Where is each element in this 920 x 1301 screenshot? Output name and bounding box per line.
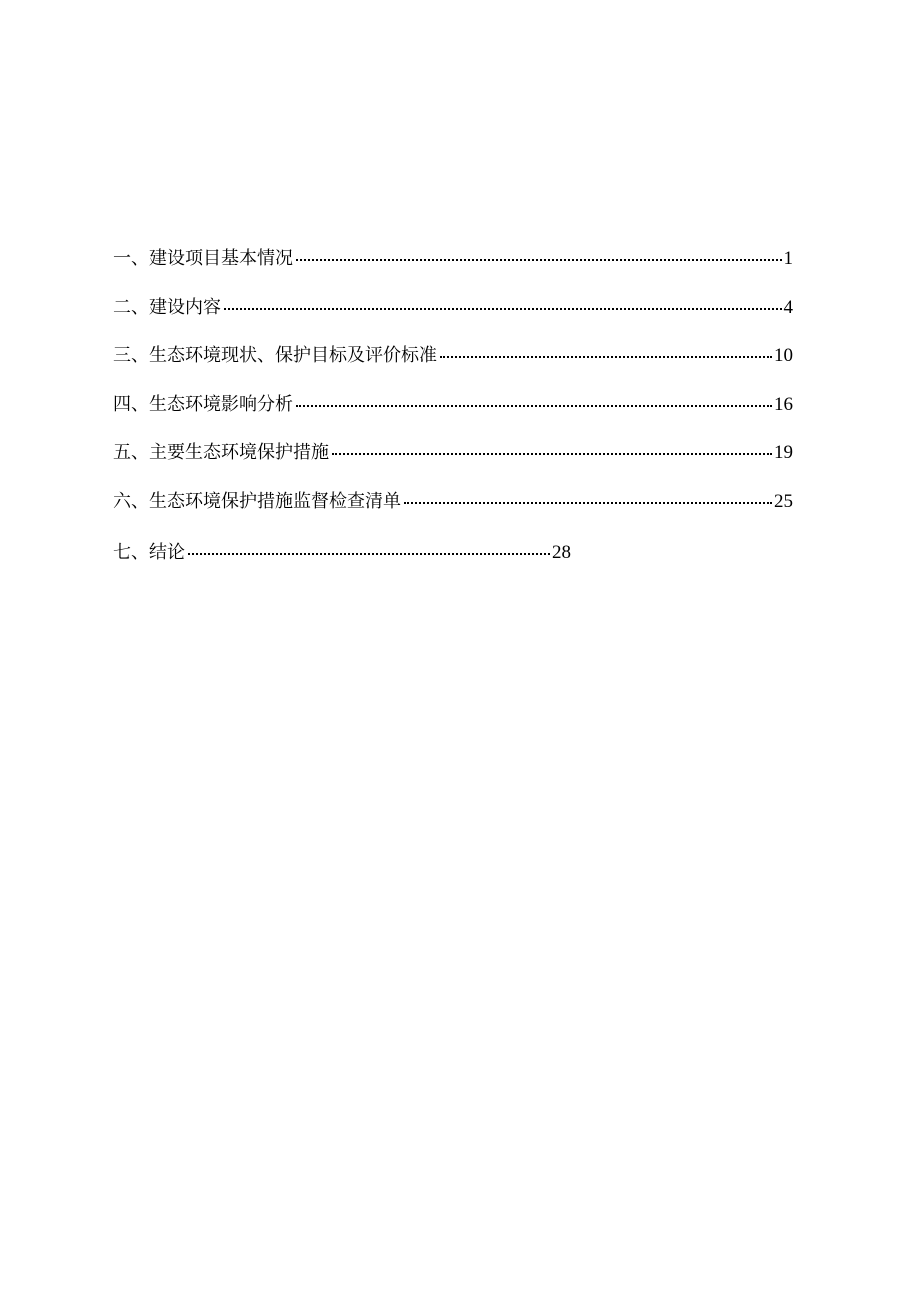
toc-entry-number: 二、 (113, 296, 149, 318)
toc-entry-5[interactable] (113, 440, 793, 489)
toc-entry-title: 建设项目基本情况 (149, 248, 293, 269)
toc-entry-4[interactable] (113, 392, 793, 441)
toc-entry-title: 建设内容 (149, 296, 221, 318)
toc-entry-page: 4 (783, 296, 793, 318)
toc-entry-number: 四、 (113, 393, 149, 415)
toc-entry-number: 一、 (113, 248, 149, 269)
toc-entry-number: 六、 (113, 490, 149, 512)
toc-dot-leader (404, 502, 772, 504)
toc-entry-page: 1 (783, 248, 793, 269)
toc-dot-leader (296, 259, 782, 261)
toc-entry-title: 生态环境保护措施监督检查清单 (149, 490, 401, 512)
toc-entry-1[interactable] (113, 246, 793, 295)
toc-entry-page: 25 (774, 490, 793, 512)
toc-entry-page: 16 (774, 393, 793, 415)
toc-dot-leader (440, 356, 772, 358)
toc-entry-6[interactable] (113, 489, 793, 538)
toc-entry-title: 结论 (149, 542, 185, 563)
toc-entry-2[interactable] (113, 295, 793, 344)
table-of-contents (113, 246, 793, 589)
toc-entry-number: 七、 (113, 542, 149, 563)
toc-entry-page: 19 (774, 442, 793, 463)
toc-entry-3[interactable] (113, 343, 793, 392)
toc-entry-title: 生态环境现状、保护目标及评价标准 (149, 345, 437, 366)
toc-entry-7[interactable] (113, 540, 571, 589)
toc-dot-leader (296, 405, 772, 407)
toc-entry-title: 主要生态环境保护措施 (149, 442, 329, 463)
toc-entry-page: 28 (552, 542, 571, 563)
toc-dot-leader (332, 453, 772, 455)
toc-dot-leader (224, 308, 782, 310)
toc-entry-title: 生态环境影响分析 (149, 393, 293, 415)
toc-dot-leader (188, 553, 550, 555)
toc-entry-number: 三、 (113, 345, 149, 366)
toc-entry-page: 10 (774, 345, 793, 366)
toc-entry-number: 五、 (113, 442, 149, 463)
